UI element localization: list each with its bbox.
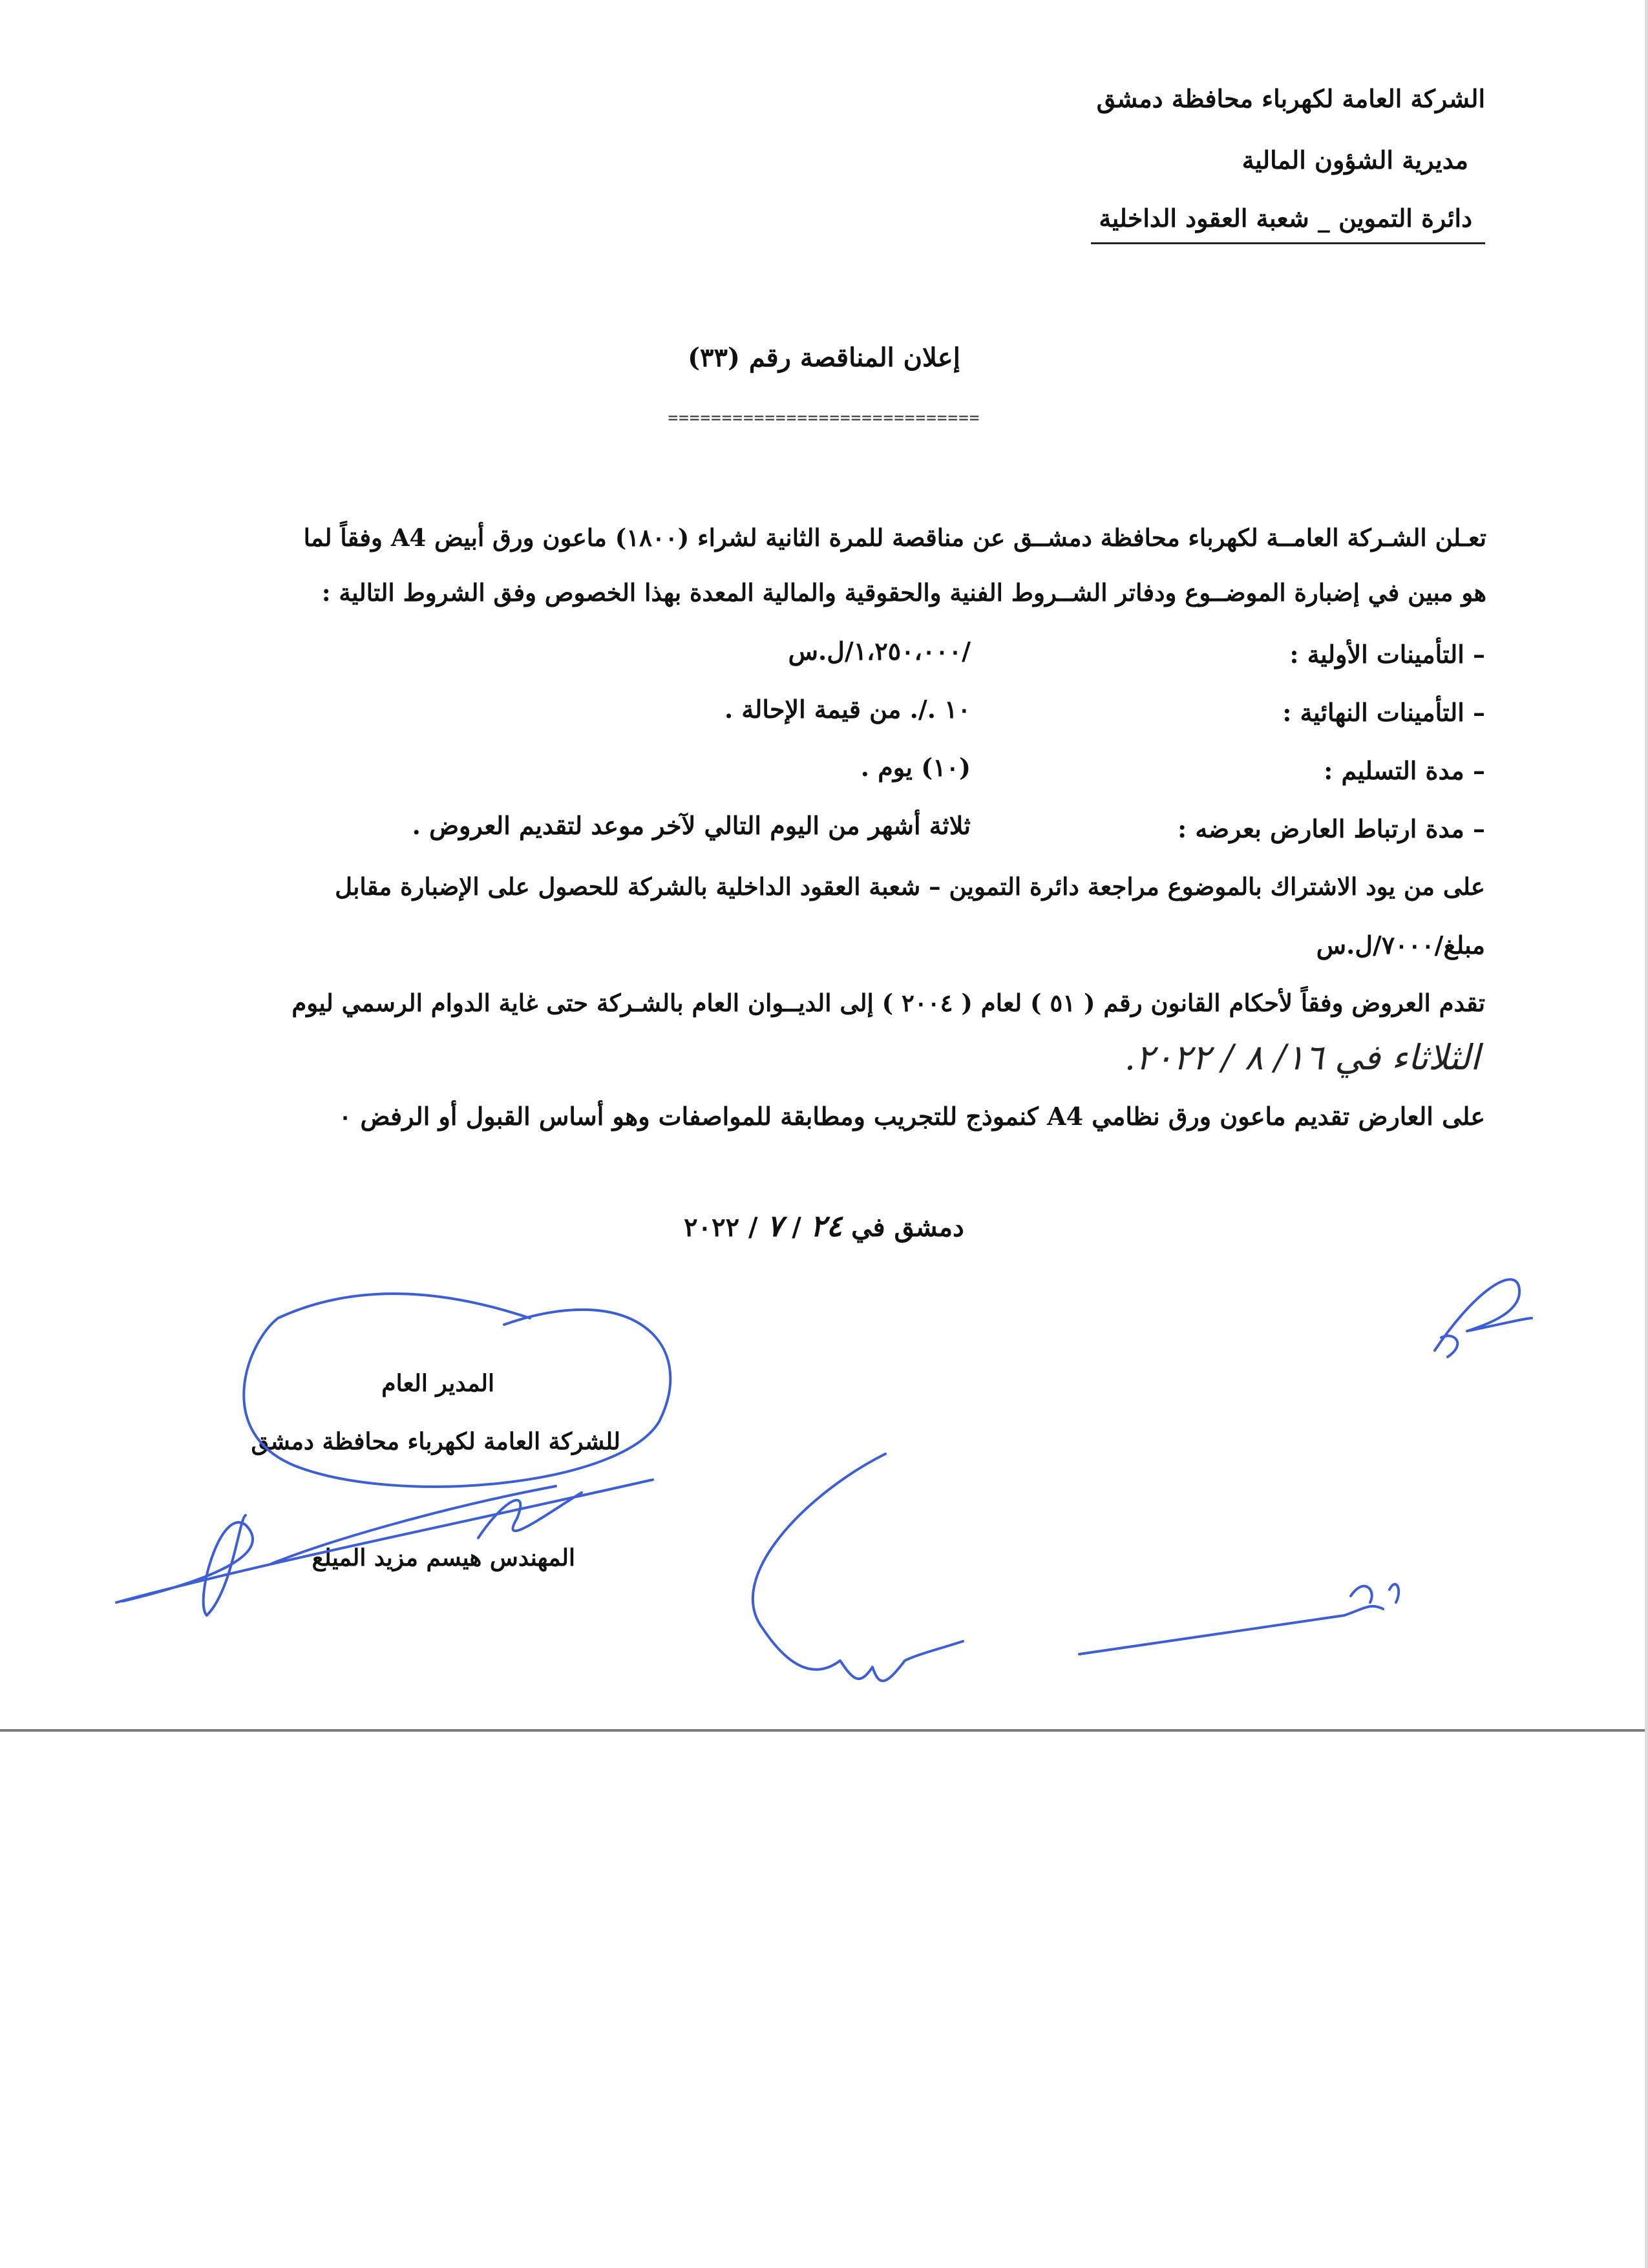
term-value-bid-validity: ثلاثة أشهر من اليوم التالي لآخر موعد لتقديم العروض . [412, 811, 971, 840]
issue-date-month: ٧ [766, 1208, 783, 1243]
director-signature [116, 1480, 653, 1615]
issue-date-day: ٢٤ [810, 1208, 843, 1243]
department-name: دائرة التموين _ شعبة العقود الداخلية [1099, 204, 1472, 233]
term-label-final-deposit: – التأمينات النهائية : [1282, 698, 1485, 727]
participation-line-1: على من يود الاشتراك بالموضوع مراجعة دائرة التموين – شعبة العقود الداخلية بالشركة للحصول على الإضبارة مقابل [335, 872, 1485, 901]
participation-line-2: مبلغ/٧٠٠٠/ل.س [1316, 930, 1485, 960]
signatory-name: المهندس هيسم مزيد الميلع [312, 1544, 575, 1571]
issue-date: دمشق في ٢٤ / ٧ / ٢٠٢٢ [684, 1208, 964, 1243]
company-name: الشركة العامة لكهرباء محافظة دمشق [1096, 84, 1485, 113]
announcement-title: إعلان المناقصة رقم (٣٣) [688, 342, 960, 373]
sample-note: على العارض تقديم ماعون ورق نظامي A4 كنموذج للتجريب ومطابقة للمواصفات وهو أساس القبول أو الرفض ٠ [338, 1102, 1485, 1131]
signatory-role: المدير العام [381, 1370, 494, 1397]
submission-deadline: الثلاثاء في ١٦/ ٨ / ٢٠٢٢. [1124, 1037, 1480, 1078]
issue-date-prefix: دمشق في [851, 1212, 964, 1243]
middle-signature [753, 1454, 963, 1681]
submission-line-1: تقدم العروض وفقاً لأحكام القانون رقم ( ٥١ ) لعام ( ٢٠٠٤ ) إلى الديــوان العام بالشـركة حتى غاية الدوام الرسمي ليوم [291, 989, 1485, 1017]
signature-oval [244, 1294, 670, 1487]
signatory-organization: للشركة العامة لكهرباء محافظة دمشق [251, 1428, 620, 1455]
term-value-initial-deposit: /١،٢٥٠،٠٠٠/ل.س [788, 636, 971, 666]
body-line-2: هو مبين في إضبارة الموضــوع ودفاتر الشــروط الفنية والحقوقية والمالية المعدة بهذا الخصوص وفق الشروط التالية : [321, 578, 1486, 607]
scan-divider [0, 1729, 1648, 1732]
issue-date-year: ٢٠٢٢ [684, 1212, 740, 1243]
term-value-final-deposit: ١٠ ./. من قيمة الإحالة . [724, 695, 971, 724]
body-line-1: تعـلن الشـركة العامــة لكهرباء محافظة دمشــق عن مناقصة للمرة الثانية لشراء (١٨٠٠) ماعون ورق أبيض A4 وفقاً لما [303, 523, 1486, 552]
scan-edge [1645, 0, 1648, 2268]
initial-mark [1435, 1279, 1532, 1357]
term-label-initial-deposit: – التأمينات الأولية : [1289, 640, 1485, 669]
right-signature [1079, 1584, 1399, 1654]
title-separator: ============================= [668, 408, 980, 428]
directorate-name: مديرية الشؤون المالية [1241, 145, 1468, 174]
term-value-delivery-period: (١٠) يوم . [860, 753, 971, 782]
term-label-bid-validity: – مدة ارتباط العارض بعرضه : [1178, 814, 1485, 843]
term-label-delivery-period: – مدة التسليم : [1324, 756, 1485, 785]
